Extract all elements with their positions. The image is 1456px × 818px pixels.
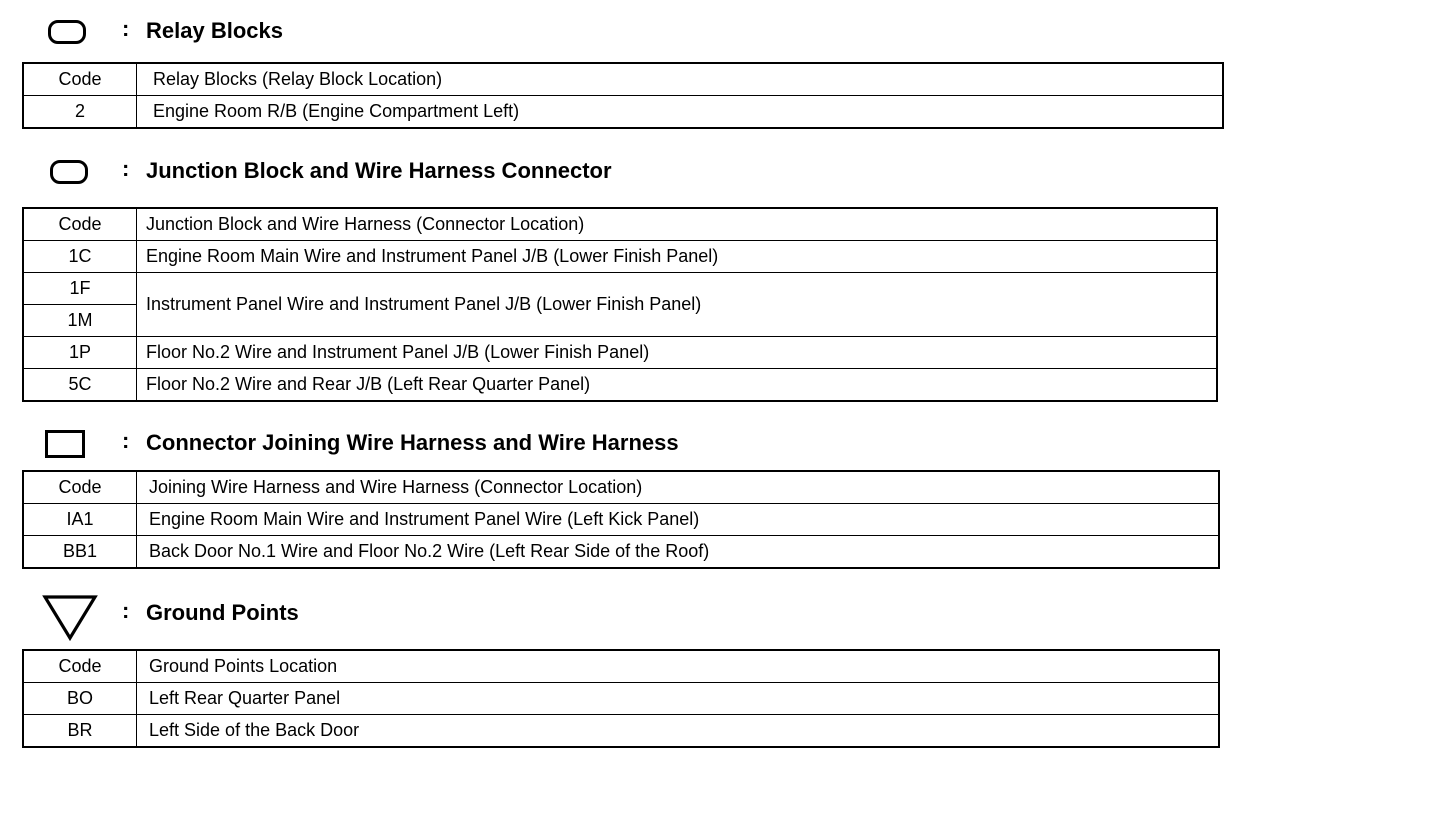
junction-block-table bbox=[22, 207, 1218, 402]
table-row bbox=[23, 96, 1223, 129]
row-code: 5C bbox=[23, 369, 137, 402]
table-header-row bbox=[23, 208, 1217, 241]
header-code: Code bbox=[23, 650, 137, 683]
row-code: 2 bbox=[23, 96, 137, 129]
header-desc: Ground Points Location bbox=[137, 650, 1220, 683]
row-code: 1M bbox=[23, 305, 137, 337]
row-desc: Engine Room Main Wire and Instrument Panel J/B (Lower Finish Panel) bbox=[137, 241, 1218, 273]
relay-blocks-table bbox=[22, 62, 1224, 129]
row-code: BR bbox=[23, 715, 137, 748]
table-row bbox=[23, 504, 1219, 536]
section-ground-points-header bbox=[0, 594, 1300, 634]
colon: : bbox=[122, 598, 130, 623]
section-title: Connector Joining Wire Harness and Wire Harness bbox=[146, 430, 679, 455]
table-header-row bbox=[23, 471, 1219, 504]
header-desc: Relay Blocks (Relay Block Location) bbox=[137, 63, 1224, 96]
table-row bbox=[23, 337, 1217, 369]
row-desc: Left Rear Quarter Panel bbox=[137, 683, 1220, 715]
table-row bbox=[23, 273, 1217, 305]
row-desc: Engine Room Main Wire and Instrument Panel Wire (Left Kick Panel) bbox=[137, 504, 1220, 536]
section-junction-block-header bbox=[0, 152, 1300, 192]
row-desc: Instrument Panel Wire and Instrument Panel J/B (Lower Finish Panel) bbox=[137, 273, 1218, 337]
section-relay-blocks-header bbox=[0, 12, 1300, 52]
table-row bbox=[23, 683, 1219, 715]
section-connector-joining-header bbox=[0, 424, 1300, 464]
header-code: Code bbox=[23, 63, 137, 96]
colon: : bbox=[122, 428, 130, 453]
ground-points-table bbox=[22, 649, 1220, 748]
rounded-rect-icon bbox=[48, 20, 86, 44]
row-code: 1P bbox=[23, 337, 137, 369]
header-code: Code bbox=[23, 208, 137, 241]
row-code: BO bbox=[23, 683, 137, 715]
table-row bbox=[23, 536, 1219, 569]
row-desc: Back Door No.1 Wire and Floor No.2 Wire (Left Rear Side of the Roof) bbox=[137, 536, 1220, 569]
row-desc: Left Side of the Back Door bbox=[137, 715, 1220, 748]
header-desc: Joining Wire Harness and Wire Harness (Connector Location) bbox=[137, 471, 1220, 504]
table-row bbox=[23, 715, 1219, 748]
row-code: 1C bbox=[23, 241, 137, 273]
table-header-row bbox=[23, 63, 1223, 96]
rounded-rect-icon bbox=[50, 160, 88, 184]
rectangle-icon bbox=[45, 430, 85, 458]
row-code: 1F bbox=[23, 273, 137, 305]
row-code: IA1 bbox=[23, 504, 137, 536]
header-desc: Junction Block and Wire Harness (Connector Location) bbox=[137, 208, 1218, 241]
row-code: BB1 bbox=[23, 536, 137, 569]
table-row bbox=[23, 369, 1217, 402]
section-title: Junction Block and Wire Harness Connector bbox=[146, 158, 612, 183]
connector-joining-table bbox=[22, 470, 1220, 569]
ground-triangle-icon bbox=[42, 594, 98, 642]
table-row bbox=[23, 241, 1217, 273]
colon: : bbox=[122, 156, 130, 181]
section-title: Ground Points bbox=[146, 600, 299, 625]
row-desc: Floor No.2 Wire and Rear J/B (Left Rear Quarter Panel) bbox=[137, 369, 1218, 402]
header-code: Code bbox=[23, 471, 137, 504]
section-title: Relay Blocks bbox=[146, 18, 283, 43]
row-desc: Engine Room R/B (Engine Compartment Left) bbox=[137, 96, 1224, 129]
row-desc: Floor No.2 Wire and Instrument Panel J/B (Lower Finish Panel) bbox=[137, 337, 1218, 369]
table-header-row bbox=[23, 650, 1219, 683]
colon: : bbox=[122, 16, 130, 41]
